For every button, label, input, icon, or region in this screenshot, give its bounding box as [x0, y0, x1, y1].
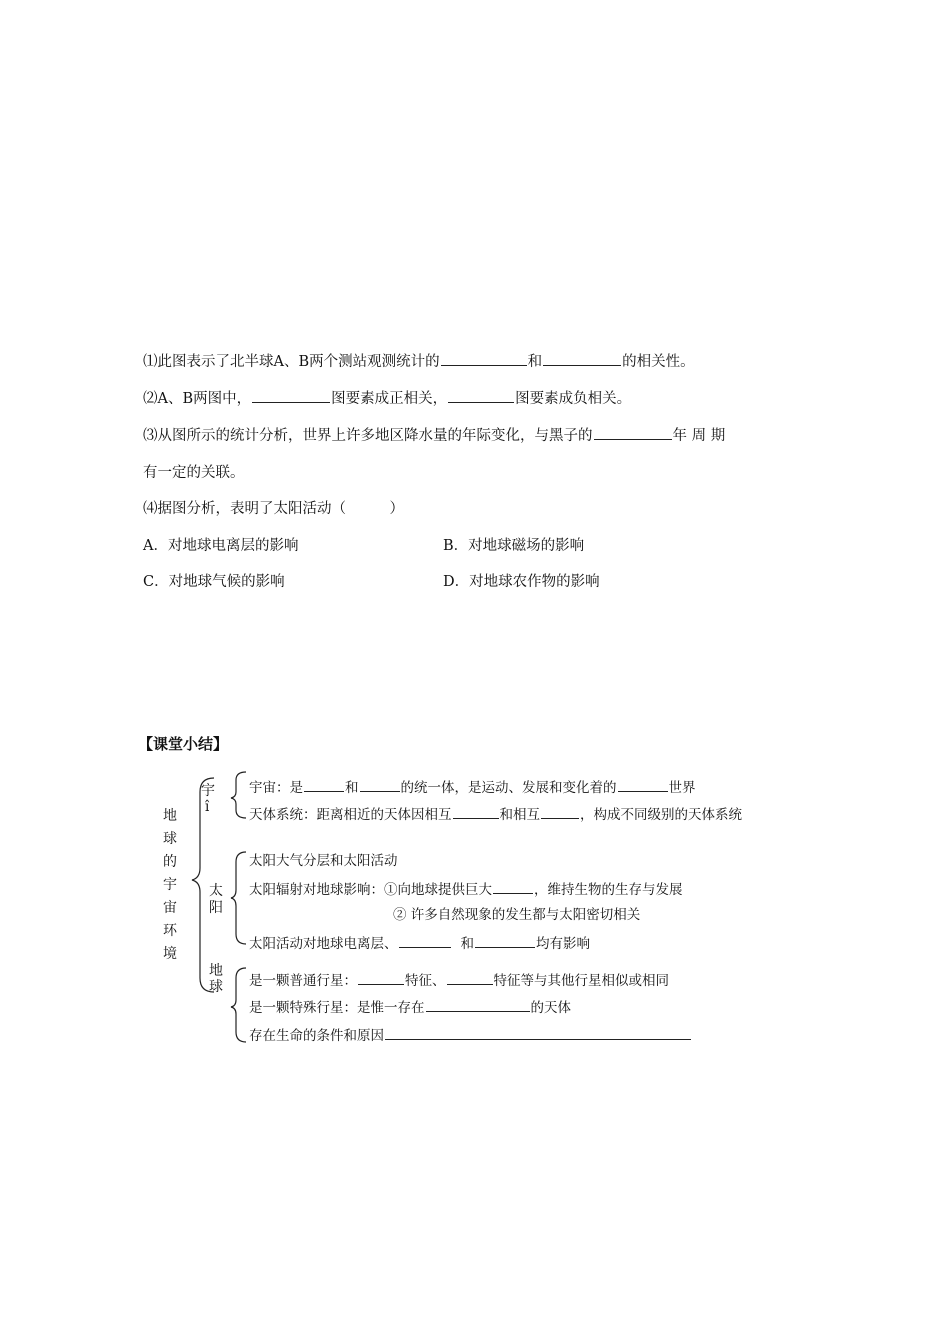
sun-line-4: 太阳活动对地球电离层、 和 均有影响	[249, 932, 590, 954]
sun-line-2: 太阳辐射对地球影响：①向地球提供巨大 ，维持生物的生存与发展	[249, 878, 683, 900]
option-b[interactable]: B．对地球磁场的影响	[443, 538, 585, 554]
universe-blank-2[interactable]	[360, 776, 400, 792]
sun-label-1: 太	[209, 883, 223, 899]
question-4-stem: ⑷据图分析，表明了太阳活动（ ）	[143, 501, 404, 517]
option-d[interactable]: D．对地球农作物的影响	[443, 574, 600, 590]
universe-blank-3[interactable]	[618, 776, 668, 792]
earth-line-2: 是一颗特殊行星：是惟一存在 的天体	[249, 996, 571, 1018]
q2-mid: 图要素成正相关，	[331, 391, 448, 407]
earth-blank-3[interactable]	[426, 996, 530, 1012]
universe-blank-1[interactable]	[304, 776, 344, 792]
universe-line-1: 宇宙：是 和 的统一体，是运动、发展和变化着的 世界	[249, 776, 696, 798]
option-a[interactable]: A．对地球电离层的影响	[143, 538, 299, 554]
root-char-3: 的	[163, 854, 177, 870]
earth-line-1: 是一颗普通行星： 特征、 特征等与其他行星相似或相同	[249, 969, 669, 991]
earth-label-2: 球	[209, 979, 223, 995]
q2-prefix: ⑵A、B两图中，	[143, 391, 252, 407]
earth-label-1: 地	[209, 963, 223, 979]
sun-line-1: 太阳大气分层和太阳活动	[249, 853, 398, 869]
root-char-2: 球	[163, 831, 177, 847]
universe-blank-4[interactable]	[453, 803, 499, 819]
q2-suffix: 图要素成负相关。	[515, 391, 632, 407]
sun-label-2: 阳	[209, 900, 223, 916]
sun-blank-3[interactable]	[475, 932, 535, 948]
universe-line-2: 天体系统：距离相近的天体因相互 和相互 ，构成不同级别的天体系统	[249, 803, 742, 825]
q1-mid: 和	[527, 354, 543, 370]
sun-blank-2[interactable]	[399, 932, 451, 948]
universe-label-1: 宇	[201, 783, 215, 799]
root-char-4: 宇	[163, 877, 177, 893]
q1-suffix: 的相关性。	[622, 354, 695, 370]
earth-line-3: 存在生命的条件和原因	[249, 1024, 692, 1046]
q3-suffix: 年 周 期	[672, 428, 726, 444]
q1-prefix: ⑴此图表示了北半球A、B两个测站观测统计的	[143, 354, 440, 370]
question-3-line-2: 有一定的关联。	[143, 465, 245, 481]
earth-blank-2[interactable]	[447, 969, 493, 985]
root-char-1: 地	[163, 808, 177, 824]
universe-label-2: î	[205, 799, 210, 815]
earth-brace	[231, 968, 246, 1042]
sun-line-3: ② 许多自然现象的发生都与太阳密切相关	[393, 907, 641, 923]
root-char-5: 宙	[163, 900, 177, 916]
earth-blank-4[interactable]	[385, 1024, 691, 1040]
earth-blank-1[interactable]	[358, 969, 404, 985]
summary-heading: 【课堂小结】	[138, 735, 229, 753]
root-char-6: 环	[163, 923, 177, 939]
universe-blank-5[interactable]	[541, 803, 579, 819]
universe-brace	[231, 772, 246, 818]
root-char-7: 境	[163, 946, 177, 962]
q3-prefix: ⑶从图所示的统计分析，世界上许多地区降水量的年际变化，与黑子的	[143, 428, 593, 444]
sun-brace	[231, 852, 246, 944]
option-c[interactable]: C．对地球气候的影响	[143, 574, 285, 590]
sun-blank-1[interactable]	[493, 878, 533, 894]
